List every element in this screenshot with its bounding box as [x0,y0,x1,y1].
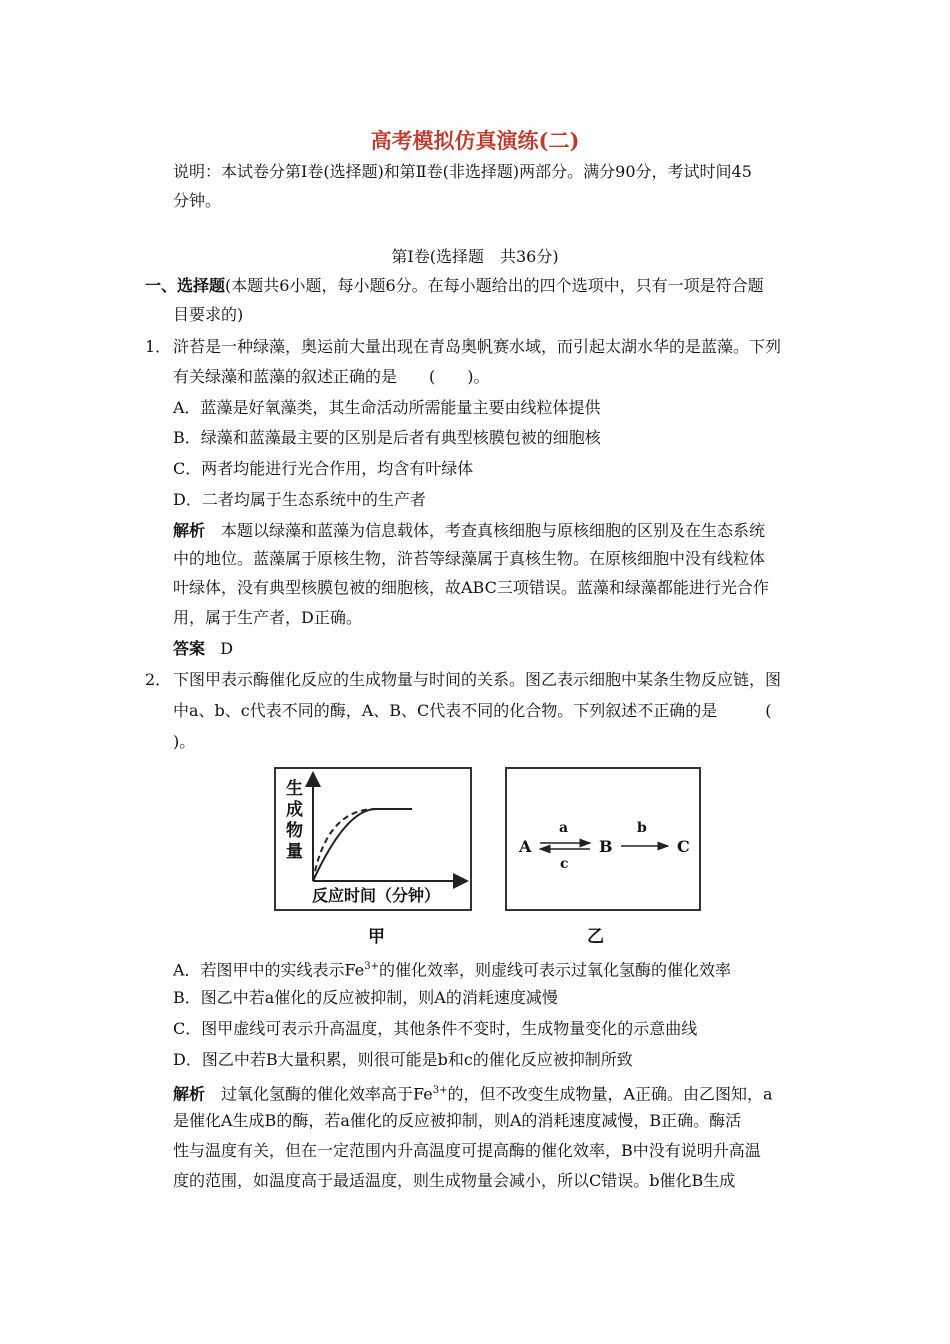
q1-option-c: C．两者均能进行光合作用，均含有叶绿体 [173,459,474,478]
q2-analysis-label: 解析 [173,1084,206,1104]
q1-analysis-line-2: 中的地位。蓝藻属于原核生物，浒苔等绿藻属于真核生物。在原核细胞中没有线粒体 [173,549,766,568]
q1-answer [173,633,233,664]
ylabel-char: 物 [286,821,303,841]
q2-option-d: D．图乙中若B大量积累，则很可能是b和c的催化反应被抑制所致 [173,1050,633,1069]
enzyme-a: a [559,820,569,836]
figure-jia-xlabel: 反应时间（分钟） [312,886,441,905]
note-line-2: 分钟。 [173,191,222,210]
part1-line-2: 目要求的) [173,305,244,324]
q2-option-a [173,951,731,985]
q2-stem-line-2: 中a、b、c代表不同的酶，A、B、C代表不同的化合物。下列叙述不正确的是 ( [173,701,772,720]
q2-number: 2． [145,670,172,689]
q1-option-a: A．蓝藻是好氧藻类，其生命活动所需能量主要由线粒体提供 [173,398,601,417]
q1-analysis-line-4: 用，属于生产者，D正确。 [173,608,362,627]
q2-stem-line-1: 下图甲表示酶催化反应的生成物量与时间的关系。图乙表示细胞中某条生物反应链，图 [173,670,782,689]
dashed-curve [313,809,376,881]
q1-number: 1． [145,337,172,356]
figure-jia-ylabel [286,779,303,863]
q2-option-a-post: 的催化效率，则虚线可表示过氧化氢酶的催化效率 [379,960,732,980]
ylabel-char: 成 [286,800,303,820]
q2-analysis-line-2: 是催化A生成B的酶，若a催化的反应被抑制，则A的消耗速度减慢，B正确。酶活 [173,1111,742,1130]
q1-option-d: D．二者均属于生态系统中的生产者 [173,490,426,509]
q1-option-b: B．绿藻和蓝藻最主要的区别是后者有典型核膜包被的细胞核 [173,428,601,447]
figure-jia [274,767,472,911]
q2-option-c: C．图甲虚线可表示升高温度，其他条件不变时，生成物量变化的示意曲线 [173,1019,698,1038]
q2-option-a-sup: 3+ [364,961,380,972]
q2-analysis-post: 的，但不改变生成物量，A正确。由乙图知，a [447,1084,773,1104]
solid-curve [313,809,412,881]
q2-analysis-line-4: 度的范围，如温度高于最适温度，则生成物量会减小，所以C错误。b催化B生成 [173,1171,736,1190]
q1-answer-value: D [220,639,234,658]
q2-analysis-sup: 3+ [432,1085,448,1096]
q2-option-a-pre: A．若图甲中的实线表示Fe [173,960,365,980]
part1-heading [145,270,764,301]
ylabel-char: 生 [286,779,303,799]
q1-analysis-line-1 [173,515,765,546]
figure-yi-caption: 乙 [587,927,604,947]
note-line-1: 说明：本试卷分第Ⅰ卷(选择题)和第Ⅱ卷(非选择题)两部分。满分90分，考试时间45 [173,162,752,181]
q2-option-b: B．图乙中若a催化的反应被抑制，则A的消耗速度减慢 [173,988,558,1007]
compound-a: A [519,837,532,856]
q2-analysis-line-3: 性与温度有关，但在一定范围内升高温度可提高酶的催化效率，B中没有说明升高温 [173,1141,761,1160]
enzyme-c: c [560,856,569,872]
enzyme-b: b [637,820,647,836]
page-title: 高考模拟仿真演练(二) [370,128,580,153]
q1-stem-line-2: 有关绿藻和蓝藻的叙述正确的是 ( )。 [173,367,490,386]
q1-answer-label: 答案 [173,639,206,658]
part1-heading-bold: 一、选择题 [145,276,226,295]
section-title: 第Ⅰ卷(选择题 共36分) [391,247,559,266]
compound-c: C [677,837,690,856]
part1-heading-rest: (本题共6小题，每小题6分。在每小题给出的四个选项中，只有一项是符合题 [225,276,764,295]
compound-b: B [599,837,613,856]
q2-analysis-pre: 过氧化氢酶的催化效率高于Fe [205,1084,433,1104]
ylabel-char: 量 [286,842,303,862]
figure-yi [505,767,701,911]
q1-analysis-text: 本题以绿藻和蓝藻为信息载体，考查真核细胞与原核细胞的区别及在生态系统 [205,521,766,540]
q1-analysis-line-3: 叶绿体，没有典型核膜包被的细胞核，故ABC三项错误。蓝藻和绿藻都能进行光合作 [173,578,769,597]
q1-stem-line-1: 浒苔是一种绿藻，奥运前大量出现在青岛奥帆赛水域，而引起太湖水华的是蓝藻。下列 [173,337,782,356]
q2-stem-line-3: )。 [173,732,196,751]
q1-analysis-label: 解析 [173,521,206,540]
figure-jia-caption: 甲 [368,927,385,947]
